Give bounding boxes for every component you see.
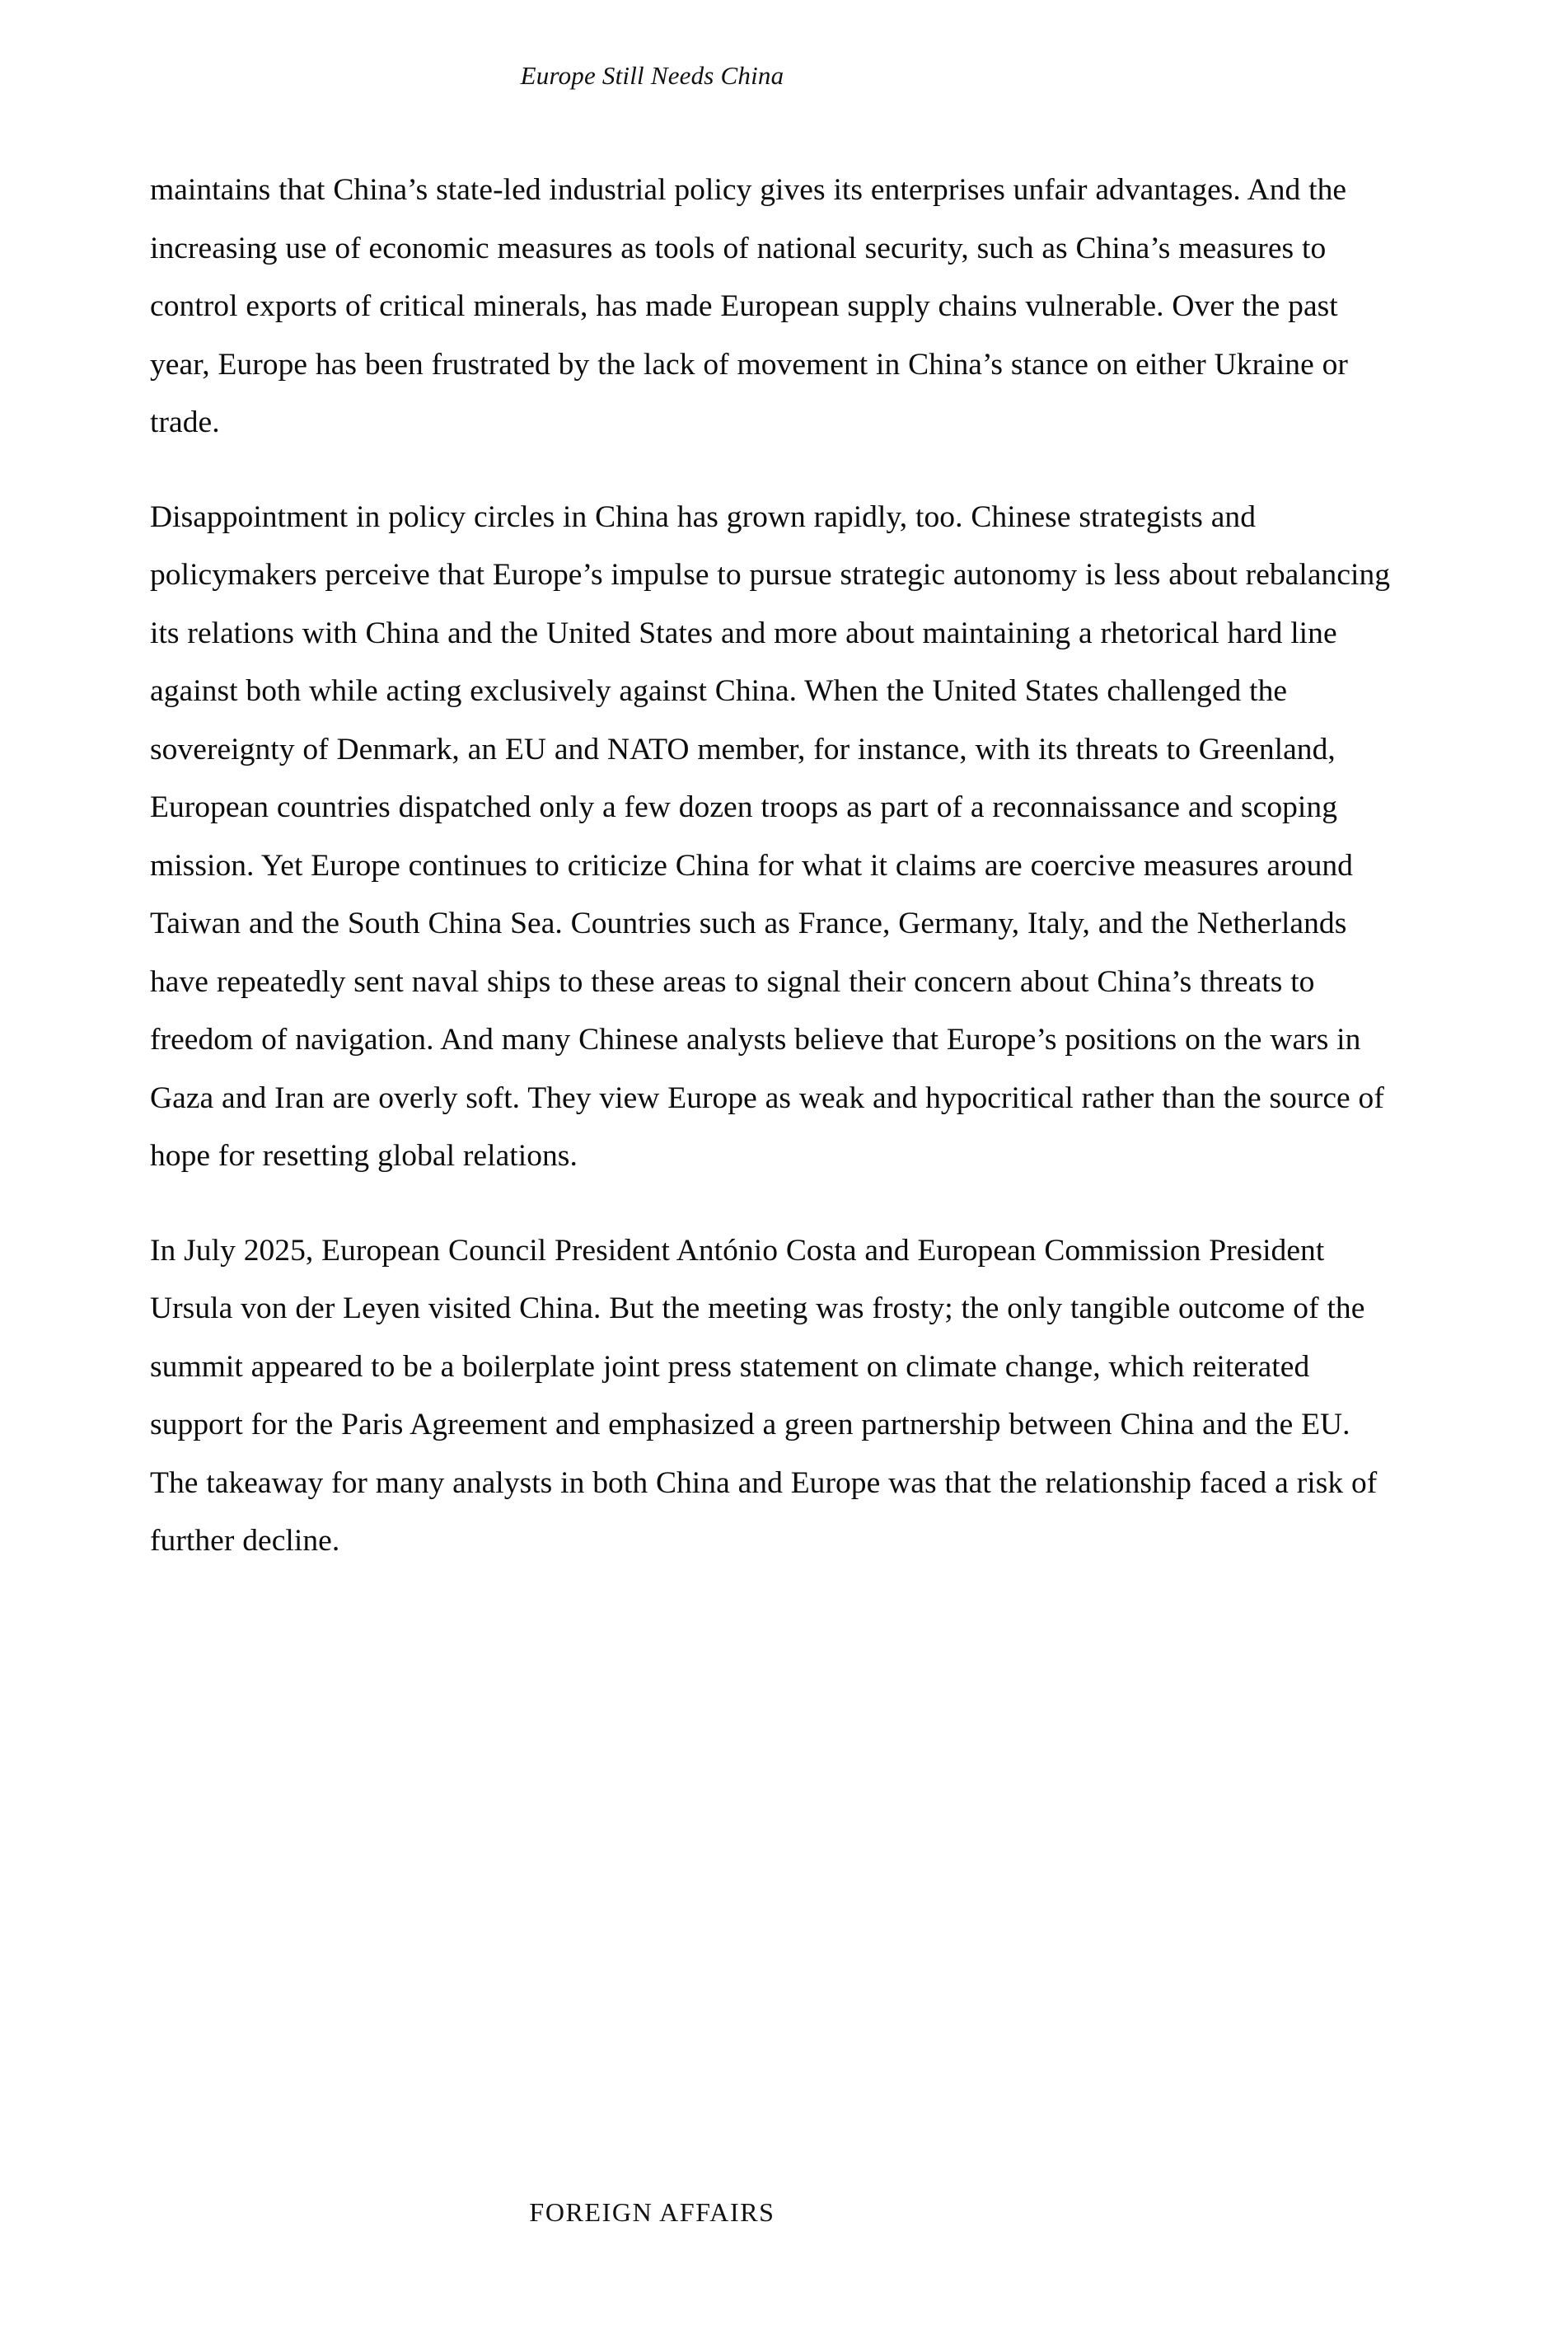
page-footer: [0, 2166, 1304, 2339]
running-head: Europe Still Needs China: [520, 61, 784, 90]
body-paragraph: Disappointment in policy circles in China has grown rapidly, too. Chinese strategists and policymakers perceive that Europe’s impulse to pursue strategic autonomy is less about rebalancing its relations with China and the United States and more about maintaining a rhetorical hard line against both while acting exclusively against China. When the United States challenged the sovereignty of Denmark, an EU and NATO member, for instance, with its threats to Greenland, European countries dispatched only a few dozen troops as part of a reconnaissance and scoping mission. Yet Europe continues to criticize China for what it claims are coercive measures around Taiwan and the South China Sea. Countries such as France, Germany, Italy, and the Netherlands have repeatedly sent naval ships to these areas to signal their concern about China’s threats to freedom of navigation. And many Chinese analysts believe that Europe’s positions on the wars in Gaza and Iran are overly soft. They view Europe as weak and hypocritical rather than the source of hope for resetting global relations.: [150, 499, 1391, 1173]
body-paragraph: maintains that China’s state-led industrial policy gives its enterprises unfair advantages. And the increasing use of economic measures as tools of national security, such as China’s measures to control exports of critical minerals, has made European supply chains vulnerable. Over the past year, Europe has been frustrated by the lack of movement in China’s stance on either Ukraine or trade.: [150, 173, 1348, 439]
body-text-column: [150, 162, 1394, 1571]
publication-brand: FOREIGN AFFAIRS: [529, 2197, 775, 2227]
body-paragraph: In July 2025, European Council President António Costa and European Commission President Ursula von der Leyen visited China. But the meeting was frosty; the only tangible outcome of the summit appeared to be a boilerplate joint press statement on climate change, which reiterated support for the Paris Agreement and emphasized a green partnership between China and the EU. The takeaway for many analysts in both China and Europe was that the relationship faced a risk of further decline.: [150, 1233, 1378, 1558]
